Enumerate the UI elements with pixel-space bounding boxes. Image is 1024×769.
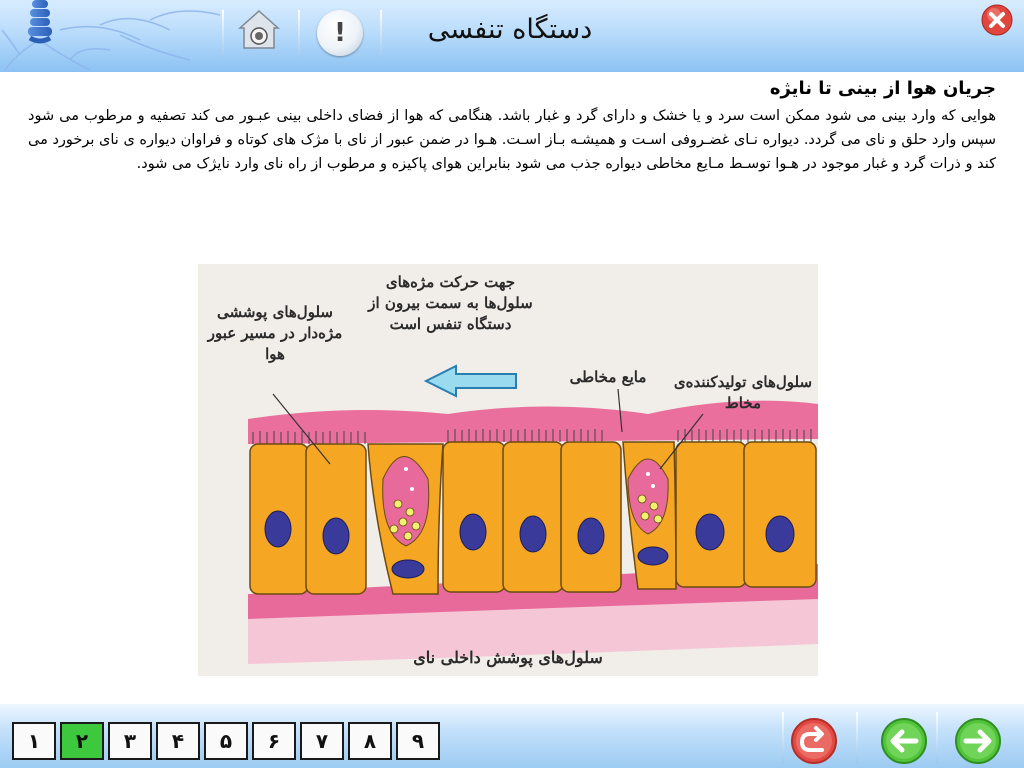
page-button-8[interactable]: ۸ [348, 722, 392, 760]
undo-arrow-icon [790, 717, 838, 765]
info-button[interactable] [317, 10, 363, 56]
page-button-3[interactable]: ۳ [108, 722, 152, 760]
header-divider [298, 10, 300, 60]
footer-divider [936, 712, 938, 764]
section-heading: جریان هوا از بینی تا نایژه [769, 78, 996, 99]
page-button-4[interactable]: ۴ [156, 722, 200, 760]
home-icon [237, 8, 281, 52]
page-navigator [12, 722, 440, 762]
home-button[interactable] [237, 8, 281, 52]
close-button[interactable] [981, 4, 1013, 36]
page-button-9[interactable]: ۹ [396, 722, 440, 760]
figure-caption: سلول‌های پوشش داخلی نای [413, 648, 603, 667]
next-button[interactable] [954, 717, 1002, 765]
previous-button[interactable] [880, 717, 928, 765]
header-bar [0, 0, 1024, 72]
page-button-6[interactable]: ۶ [252, 722, 296, 760]
footer-divider [782, 712, 784, 764]
body-paragraph: هوایی که وارد بینی می شود ممکن است سرد و یا خشک و دارای گرد و غبار باشد. هنگامی که هوا از فضای داخلی بینی عبـور می کند تصفیه و مرطوب می شود سپس وارد حلق و نای می گردد. دیواره نـای غضـروفی اسـت و همیشـه بـاز اسـت. هـوا در ضمن عبور از نای با مژک های کوتاه و فراوان دیواره ی نای برخورد می کند و ذرات گرد و غبار موجود در هـوا توسـط مـایع مخاطی دیواره جذب می شود بنابراین هوای پاکیزه و مرطوب از راه نای وارد نایژک می شود. [28, 108, 996, 172]
page-button-1[interactable]: ۱ [12, 722, 56, 760]
ciliated-cells-label: سلول‌های پوششی مژه‌دار در مسیر عبور هوا [207, 303, 343, 363]
page-button-2[interactable]: ۲ [60, 722, 104, 760]
mucus-label: مایع مخاطی [569, 368, 647, 386]
mucus-cells-label: سلول‌های تولیدکننده‌ی مخاط [673, 373, 813, 412]
page-button-7[interactable]: ۷ [300, 722, 344, 760]
footer-divider [856, 712, 858, 764]
page-title: دستگاه تنفسی [427, 14, 593, 45]
arrow-left-icon [880, 717, 928, 765]
cilia-direction-label: جهت حرکت مژه‌های سلول‌ها به سمت بیرون از دستگاه تنفس است [368, 273, 533, 333]
trachea-cells-diagram [198, 264, 818, 676]
page-button-5[interactable]: ۵ [204, 722, 248, 760]
exclamation-icon: ! [334, 18, 346, 48]
return-button[interactable] [790, 717, 838, 765]
close-icon [981, 4, 1013, 36]
lung-illustration [0, 0, 230, 72]
header-divider [222, 10, 224, 60]
arrow-right-icon [954, 717, 1002, 765]
